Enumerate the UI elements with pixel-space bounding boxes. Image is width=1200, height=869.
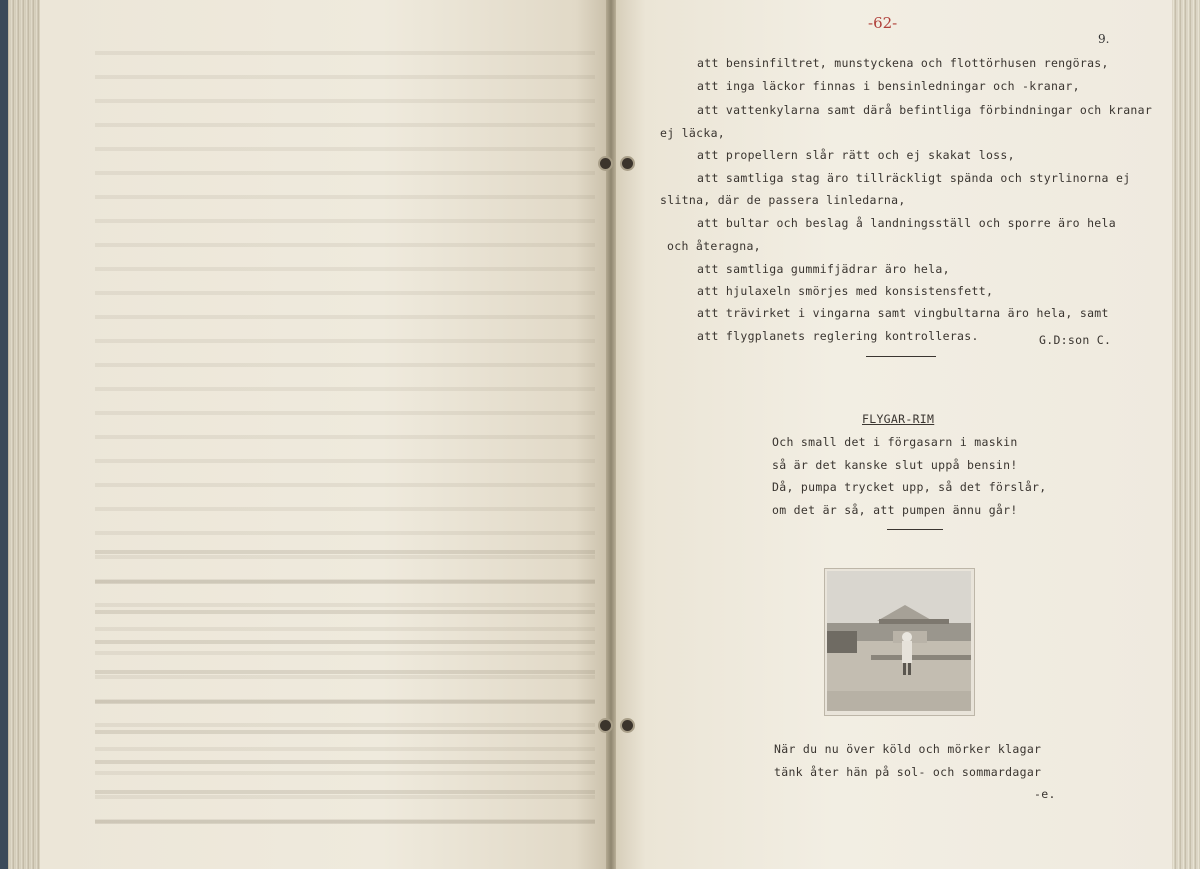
- poem-line: Och small det i förgasarn i maskin: [772, 435, 1018, 449]
- checklist-line: att flygplanets reglering kontrolleras.: [697, 329, 979, 343]
- checklist-line: att bensinfiltret, munstyckena och flottörhusen rengöras,: [697, 56, 1109, 70]
- checklist-line: att hjulaxeln smörjes med konsistensfett,: [697, 284, 994, 298]
- checklist-line: att inga läckor finnas i bensinledningar och -kranar,: [697, 79, 1080, 93]
- left-page-bleed-through-lower: [95, 540, 595, 840]
- section-divider: [887, 529, 943, 530]
- checklist-line: och återagna,: [667, 239, 761, 253]
- poem-line: om det är så, att pumpen ännu går!: [772, 503, 1018, 517]
- seaplane-photo-illustration: [827, 571, 971, 711]
- caption-signature: -e.: [1034, 787, 1056, 801]
- right-page-stack: [1172, 0, 1200, 869]
- checklist-line: att samtliga stag äro tillräckligt spända och styrlinorna ej: [697, 171, 1131, 185]
- binding-hole: [600, 158, 611, 169]
- checklist-line: att samtliga gummifjädrar äro hela,: [697, 262, 950, 276]
- checklist-line: att propellern slår rätt och ej skakat loss,: [697, 148, 1015, 162]
- checklist-line: att trävirket i vingarna samt vingbultarna äro hela, samt: [697, 306, 1109, 320]
- checklist-line: slitna, där de passera linledarna,: [660, 193, 906, 207]
- page-number: -62-: [868, 14, 898, 32]
- checklist-line: att vattenkylarna samt därå befintliga förbindningar och kranar: [697, 103, 1153, 117]
- photograph-seaplane: [827, 571, 971, 711]
- caption-line: tänk åter hän på sol- och sommardagar: [774, 765, 1042, 779]
- binding-hole: [622, 720, 633, 731]
- binding-edge: [0, 0, 8, 869]
- poem-title: FLYGAR-RIM: [862, 412, 935, 426]
- caption-line: När du nu över köld och mörker klagar: [774, 742, 1042, 756]
- signature: G.D:son C.: [1039, 333, 1112, 347]
- poem-line: så är det kanske slut uppå bensin!: [772, 458, 1018, 472]
- checklist-line: att bultar och beslag å landningsställ och sporre äro hela: [697, 216, 1116, 230]
- checklist-line: ej läcka,: [660, 126, 726, 140]
- binding-hole: [622, 158, 633, 169]
- section-divider: [866, 356, 936, 357]
- corner-number: 9.: [1098, 32, 1110, 46]
- poem-line: Då, pumpa trycket upp, så det förslår,: [772, 480, 1047, 494]
- book-gutter: [606, 0, 616, 869]
- binding-hole: [600, 720, 611, 731]
